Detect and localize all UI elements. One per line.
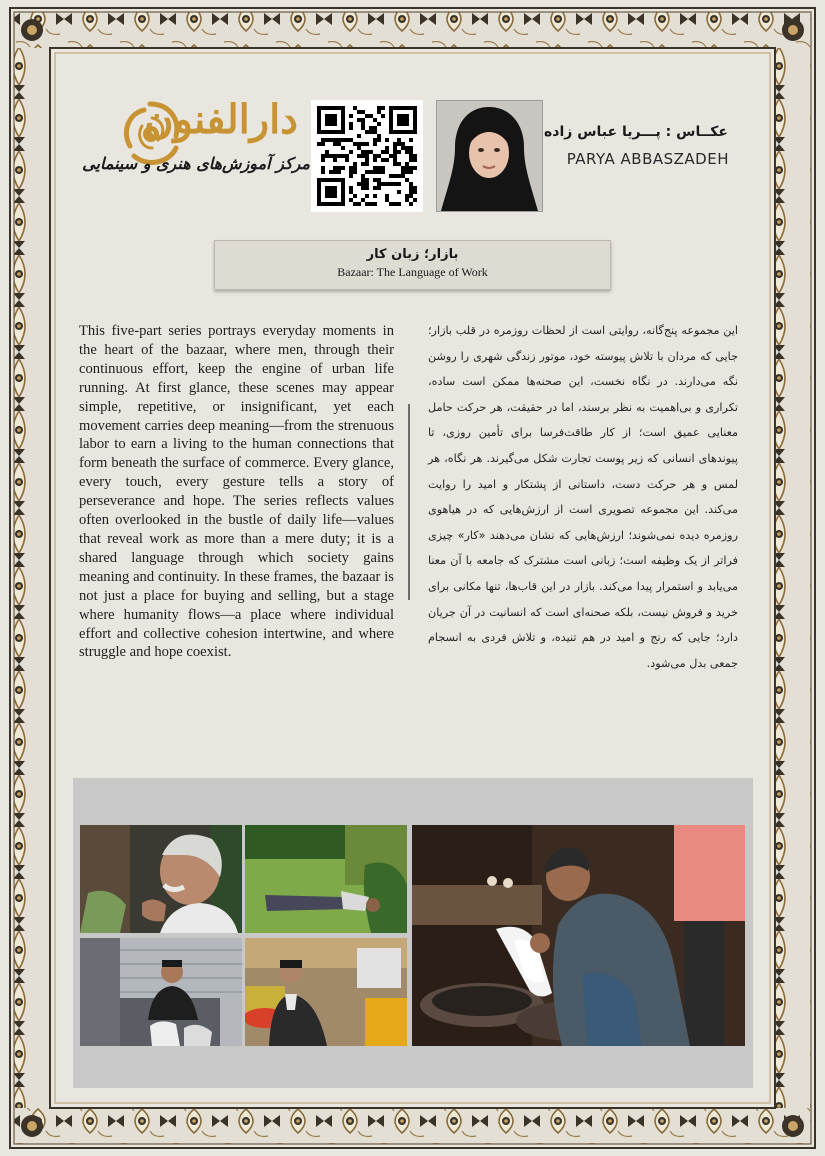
logo-subtitle: مرکز آموزش‌های هنری و سینمایی: [82, 154, 310, 173]
series-title-en: Bazaar: The Language of Work: [337, 265, 488, 279]
photographer-portrait: [436, 100, 543, 212]
series-title-fa: بازار؛ زبان کار: [366, 247, 459, 262]
photo-old-vendor-fruit: [245, 938, 407, 1046]
photo-old-man-profile: [80, 825, 242, 933]
photo-shopkeeper-shutter: [80, 938, 242, 1046]
photo-gallery: [73, 778, 753, 1088]
series-title-banner: [214, 240, 611, 290]
photo-worker-bottles: [412, 825, 745, 1046]
statement-english: This five-part series portrays everyday moments in the heart of the bazaar, where men, through their continuous effort, keep the engine of urban life running. At first glance, these scenes may appear simple, repetitive, or insignificant, yet each movement carries deep meaning—from the strenuous labor to earn a living to the human connections that form beneath the surface of commerce. Every glance, every touch, every gesture tells a story of perseverance and hope. The series reflects values often overlooked in the bustle of daily life—values that reveal work as more than a mere duty; it is a shared language through which society gains meaning and continuity. In these frames, the bazaar is not just a place for buying and selling, but a stage where humanity flows—a place where individual effort and collective cohesion intertwine, and where struggle and hope coexist.: [79, 323, 394, 661]
logo-title: دارالفنون: [144, 96, 298, 143]
photo-man-on-grass: [245, 825, 407, 933]
photographer-label: عکــاس : پـــریا عباس زاده: [544, 124, 728, 140]
qr-code[interactable]: [311, 100, 423, 212]
column-divider: [408, 404, 410, 600]
photographer-name: PARYA ABBASZADEH: [566, 150, 729, 168]
qr-code-icon: [311, 100, 423, 212]
statement-persian: این مجموعه پنج‌گانه، روایتی است از لحظات روزمره در قلب بازار؛ جایی که مردان با تلاش پیوسته خود، موتور زندگی شهری را روشن نگه می‌دارند. در نگاه نخست، این صحنه‌ها ممکن است ساده، تکراری و بی‌اهمیت به نظر برسند، اما در حقیقت، هر حرکت حامل معنایی عمیق است؛ از کار طاقت‌فرسا برای تأمین روزی، تا پیوندهای انسانی که زیر پوست تجارت شکل می‌گیرند. هر نگاه، هر لمس و هر حرکت دست، داستانی از پشتکار و امید را روایت می‌کند. این مجموعه تصویری است از ارزش‌هایی که در هیاهوی روزمره دیده نمی‌شوند؛ ارزش‌هایی که نشان می‌دهند «کار» چیزی فراتر از یک وظیفه است؛ زبانی است مشترک که جامعه با آن معنا می‌یابد و استمرار پیدا می‌کند. بازار در این قاب‌ها، تنها مکانی برای خرید و فروش نیست، بلکه صحنه‌ای است که انسانیت در آن جریان دارد؛ جایی که رنج و امید در هم تنیده، و تلاش فردی به انسجام جمعی بدل می‌شود.: [428, 324, 738, 670]
